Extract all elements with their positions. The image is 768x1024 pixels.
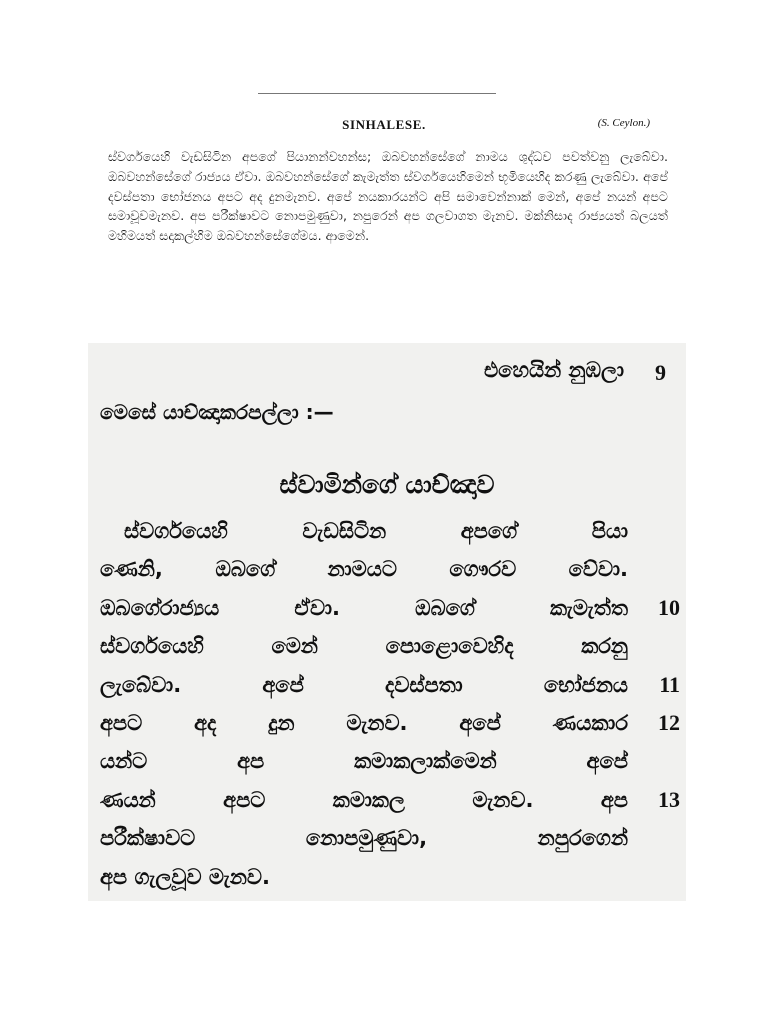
verse-line bbox=[100, 666, 680, 704]
intro-line: මෙසේ යාච්ඤාකරපල්ලා :— bbox=[100, 400, 334, 424]
top-rule bbox=[258, 93, 496, 94]
verse-line-text: ස්වර්ගයෙහි මෙන් පොළොවෙහිද කරනු bbox=[100, 634, 628, 659]
verse-line bbox=[100, 589, 680, 627]
verse-line-text: ණෙනි, ඔබගේ නාමයට ගෞරව වේවා. bbox=[100, 557, 628, 582]
verse-line-text: අපට අද දුන මැනව. අපේ ණයකාර bbox=[100, 710, 628, 735]
verse-line-text: පරීක්ෂාවට නොපමුණුවා, නපුරගෙන් bbox=[100, 826, 628, 851]
verse-line-text: ණයන් අපට කමාකල මැනව. අප bbox=[100, 787, 628, 812]
verse-line bbox=[100, 858, 680, 896]
verse-line-text: ස්වර්ගයෙහි වැඩසිටින අපගේ පියා bbox=[124, 519, 628, 543]
verse-line bbox=[100, 819, 680, 857]
verse-number: 11 bbox=[659, 671, 680, 697]
verse-number: 9 bbox=[655, 360, 666, 385]
verse-line bbox=[100, 550, 680, 588]
prayer-title: ස්වාමින්ගේ යාච්ඤාව bbox=[279, 470, 495, 499]
verse-line bbox=[100, 512, 680, 550]
verse-line-text: ලැබේවා. අපේ දවස්පතා භෝජනය bbox=[100, 672, 628, 697]
verse-line-text: අප ගැලවූව මැනව. bbox=[100, 864, 270, 889]
page-title: SINHALESE. bbox=[342, 117, 426, 132]
verse-line-text: යන්ට අප කමාකලාක්මෙන් අපේ bbox=[100, 749, 628, 774]
verse-header-text: එහෙයින් නුඹලා bbox=[483, 358, 624, 382]
verse-line-text: ඔබගේරාජ්‍යය ඒවා. ඔබගේ කැමැත්ත bbox=[100, 595, 628, 620]
verse-number: 13 bbox=[658, 786, 680, 812]
verse-line bbox=[100, 627, 680, 665]
verse-line bbox=[100, 742, 680, 780]
verse-number: 12 bbox=[658, 709, 680, 735]
verse-line bbox=[100, 704, 680, 742]
verse-number: 10 bbox=[658, 594, 680, 620]
verse-header-row bbox=[94, 356, 672, 390]
verse-lines bbox=[100, 512, 680, 896]
region-label: (S. Ceylon.) bbox=[597, 117, 650, 129]
verse-line bbox=[100, 781, 680, 819]
printed-prayer-paragraph: ස්වර්ගයෙහි වැඩසිටින අපගේ පියානන්වහන්ස; ඔබවහන්සේගේ නාමය ශුද්ධව පවත්වනු ලැබේවා. ඔබවහන්සේගේ රාජ්‍යය ඒවා. ඔබවහන්සේගේ කැමැත්ත ස්වර්ගයෙහිමෙන් භූමියෙහිද කරණු ලැබේවා. අපේ දවස්පතා භෝජනය අපට අද දුනමැනව. අපේ නයකාරයන්ට අපි සමාවෙන්නාක් මෙන්, අපේ නයන් අපට සමාවූවමැනව. අප පරීක්ෂාවට නොපමුණුවා, නපුරෙන් අප ගලවාගත මැනව. මක්නිසාද රාජ්‍යයත් බලයත් මහිමයත් සදාකල්හිම ඔබවහන්සේගේමය. ආමෙන්. bbox=[108, 149, 668, 244]
